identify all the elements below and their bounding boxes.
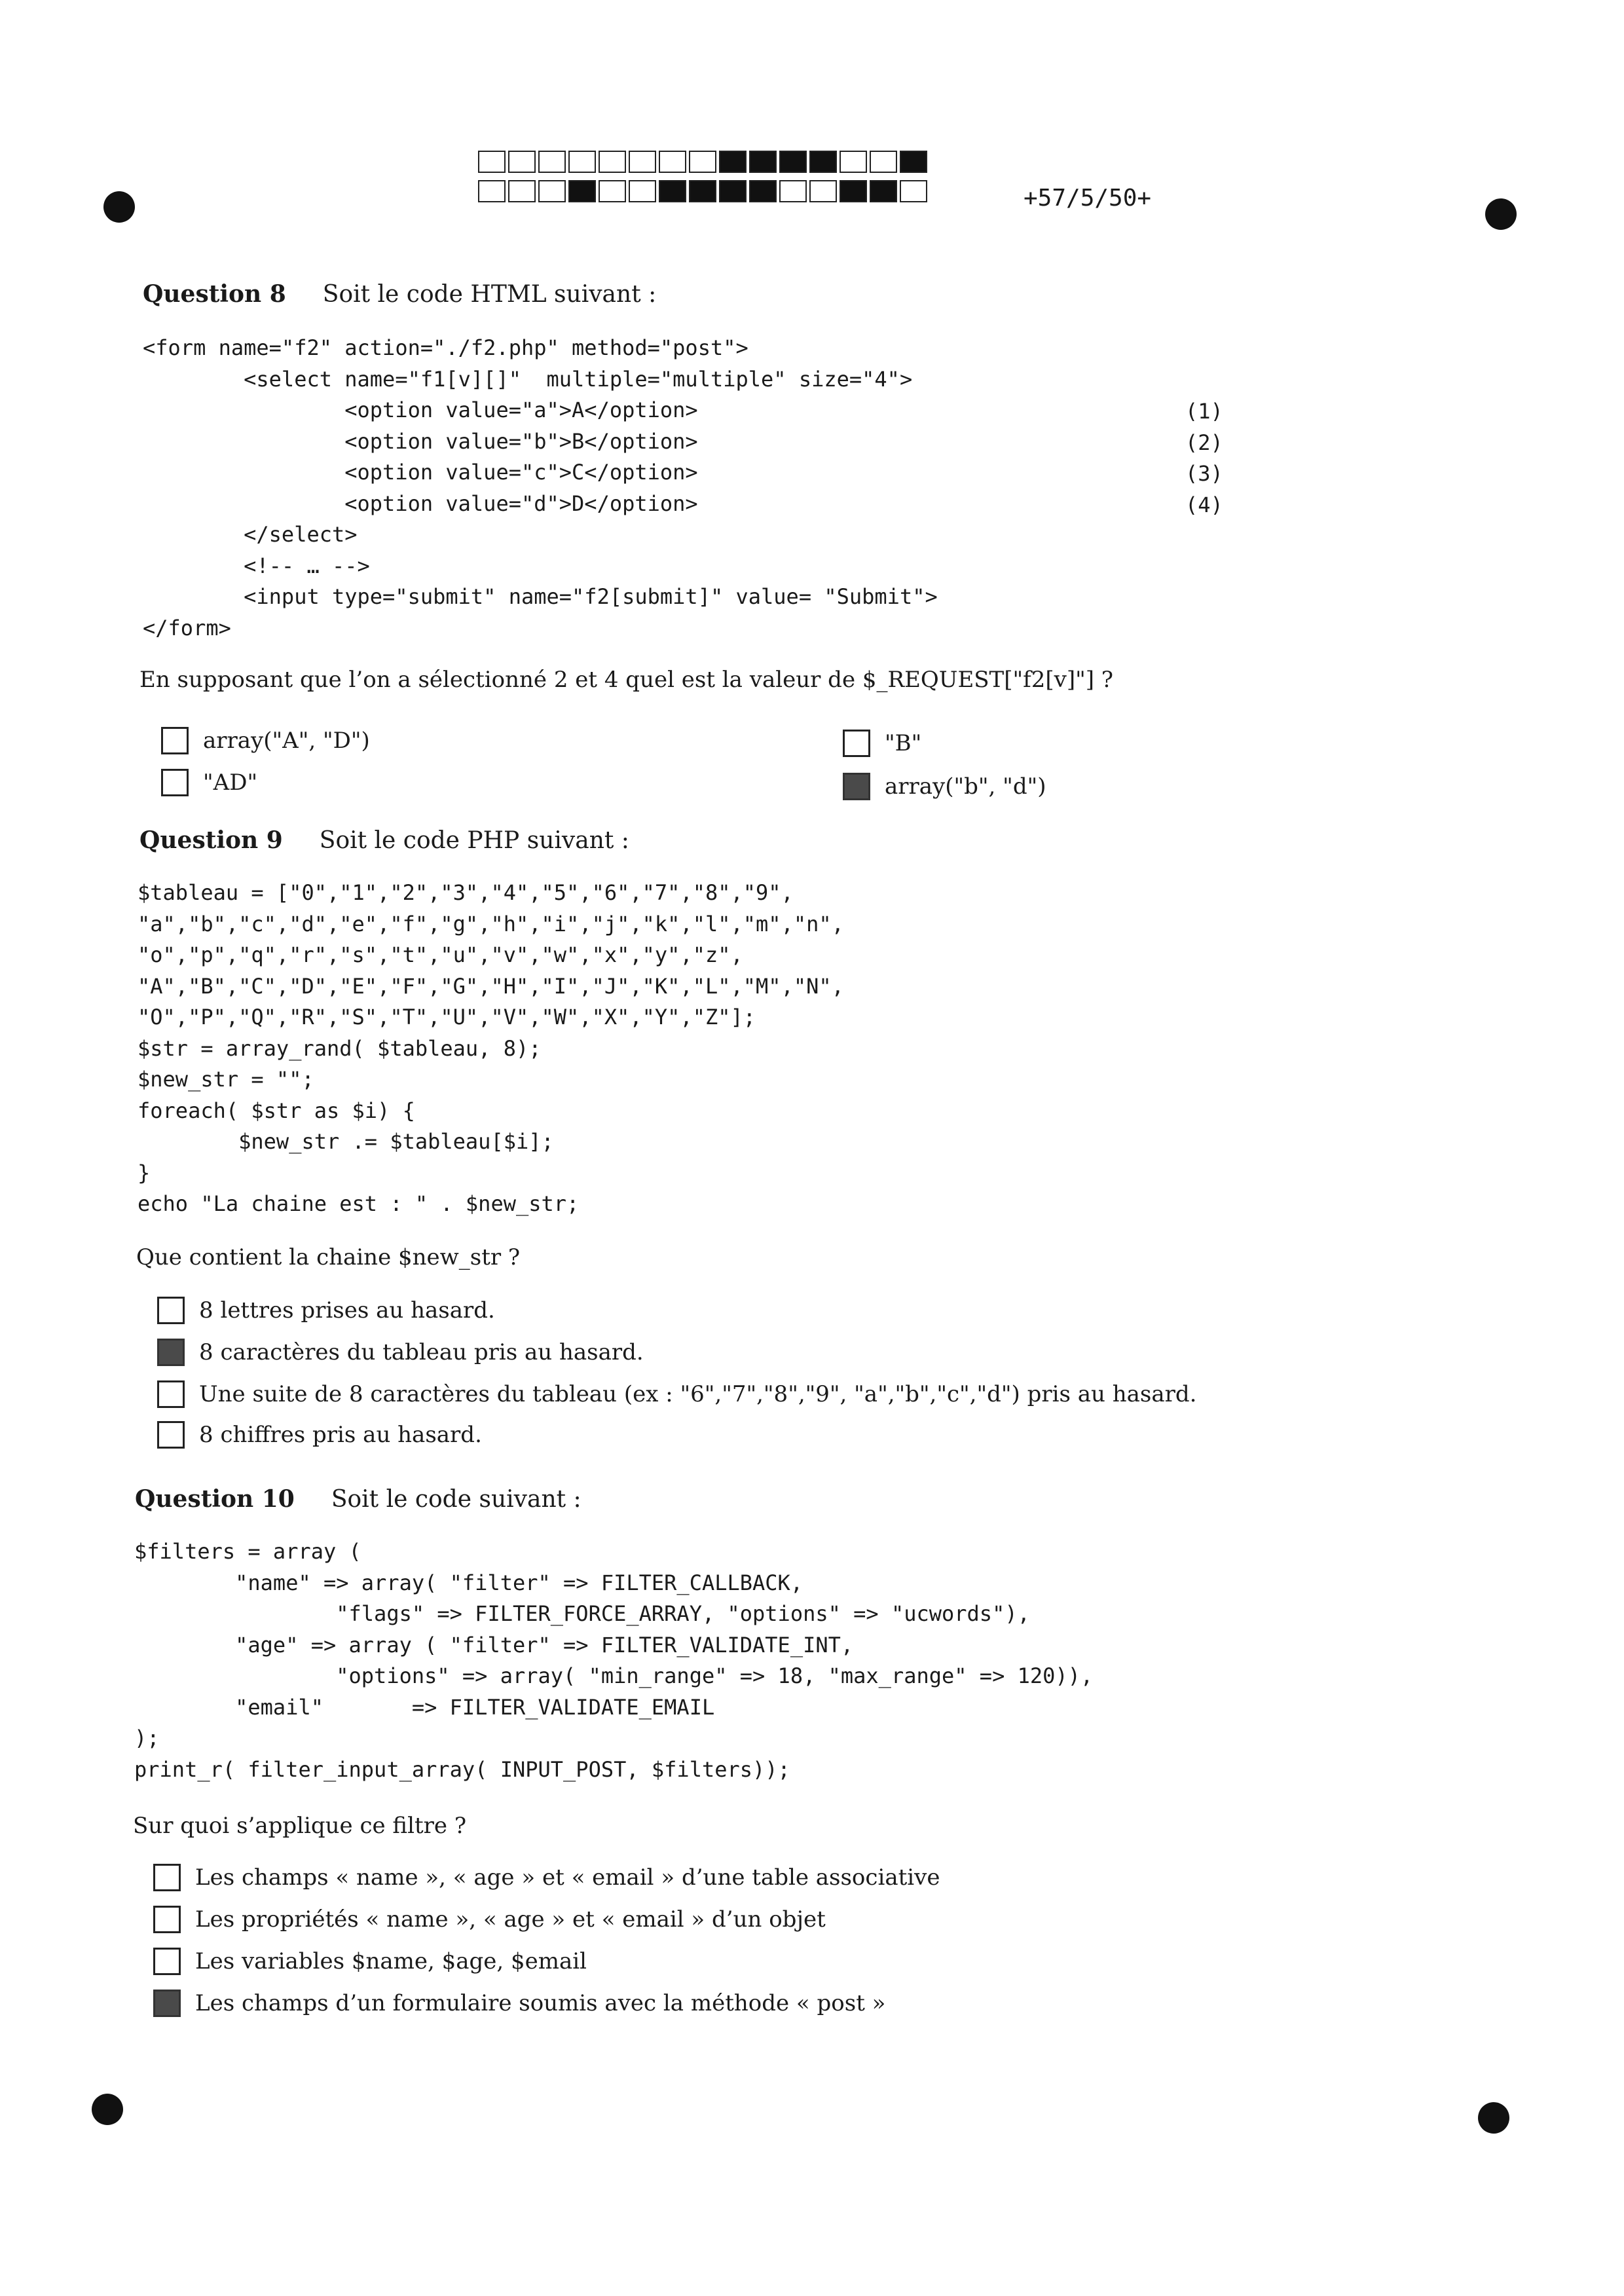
barcode-cell-filled: [900, 151, 927, 173]
barcode-row-1: [478, 151, 930, 173]
option-label: Une suite de 8 caractères du tableau (ex : "6","7","8","9", "a","b","c","d") pris au hasard.: [199, 1381, 1197, 1407]
question-8-title: Soit le code HTML suivant :: [322, 281, 657, 308]
question-9-option-1[interactable]: [157, 1297, 495, 1324]
question-8-option-2[interactable]: [843, 730, 921, 757]
barcode-cell-empty: [629, 151, 656, 173]
barcode-cell-filled: [659, 180, 686, 202]
answer-checkbox[interactable]: [843, 730, 870, 757]
answer-checkbox-checked[interactable]: [843, 773, 870, 800]
answer-checkbox[interactable]: [157, 1297, 185, 1324]
barcode-cell-empty: [568, 151, 596, 173]
question-8-option-1[interactable]: [161, 727, 370, 754]
registration-dot-top-right: [1485, 198, 1517, 230]
question-10-title: Soit le code suivant :: [331, 1486, 581, 1513]
question-10-option-4[interactable]: [153, 1990, 885, 2017]
answer-checkbox[interactable]: [157, 1380, 185, 1408]
answer-checkbox[interactable]: [157, 1421, 185, 1449]
question-10-code: $filters = array ( "name" => array( "filter" => FILTER_CALLBACK, "flags" => FILTER_FORCE_ARRAY, "options" => "ucwords"), "age" => array ( "filter" => FILTER_VALIDATE_INT, "options" => array( "min_range" => 18, "max_range" => 120)), "email" => FILTER_VALIDATE_EMAIL ); print_r( filter_input_array( INPUT_POST, $filters));: [134, 1539, 1094, 1782]
barcode-cell-filled: [809, 151, 837, 173]
barcode-cell-empty: [508, 151, 536, 173]
question-8-option-4[interactable]: [843, 773, 1046, 800]
answer-checkbox[interactable]: [153, 1864, 181, 1891]
page-identifier: +57/5/50+: [1024, 185, 1152, 212]
question-8-code: <form name="f2" action="./f2.php" method="post"> <select name="f1[v][]" multiple="multiple" size="4"> <option value="a">A</option> <option value="b">B</option> <option value="c">C</option> <option value="d">D</option> </select> <!-- … --> <input type="submit" name="f2[submit]" value= "Submit"> </form>: [143, 335, 938, 640]
answer-checkbox-checked[interactable]: [153, 1990, 181, 2017]
question-8-option-3[interactable]: [161, 769, 257, 796]
option-label: 8 caractères du tableau pris au hasard.: [199, 1339, 644, 1365]
option-label: array("A", "D"): [203, 728, 370, 754]
question-10-option-1[interactable]: [153, 1864, 940, 1891]
barcode-cell-empty: [599, 151, 626, 173]
option-label: 8 lettres prises au hasard.: [199, 1297, 495, 1324]
question-9-option-3[interactable]: [157, 1380, 1196, 1408]
registration-dot-bottom-right: [1478, 2102, 1509, 2134]
barcode-cell-empty: [689, 151, 716, 173]
barcode-cell-empty: [538, 180, 566, 202]
question-9-prompt: Que contient la chaine $new_str ?: [136, 1244, 521, 1270]
barcode-cell-empty: [629, 180, 656, 202]
option-label: array("b", "d"): [885, 773, 1046, 800]
option-label: Les champs d’un formulaire soumis avec la méthode « post »: [195, 1990, 886, 2016]
barcode-cell-filled: [689, 180, 716, 202]
barcode-cell-empty: [478, 151, 506, 173]
question-8-line-numbers: (1) (2) (3) (4): [1185, 399, 1223, 517]
barcode-cell-filled: [870, 180, 897, 202]
question-8-prompt: En supposant que l’on a sélectionné 2 et 4 quel est la valeur de $_REQUEST["f2[v]"] ?: [139, 667, 1114, 693]
barcode-cell-empty: [870, 151, 897, 173]
option-label: Les champs « name », « age » et « email » d’une table associative: [195, 1864, 940, 1891]
question-10-option-2[interactable]: [153, 1906, 826, 1933]
barcode-cell-filled: [840, 180, 867, 202]
barcode-cell-empty: [779, 180, 807, 202]
question-10-label: Question 10: [135, 1485, 295, 1513]
barcode-cell-empty: [840, 151, 867, 173]
barcode-cell-empty: [508, 180, 536, 202]
option-label: "AD": [203, 769, 258, 796]
barcode-cell-empty: [900, 180, 927, 202]
question-9-code: $tableau = ["0","1","2","3","4","5","6","7","8","9", "a","b","c","d","e","f","g","h","i","j","k","l","m","n", "o","p","q","r","s","t","u","v","w","x","y","z", "A","B","C","D","E","F","G","H","I","J","K","L","M","N", "O","P","Q","R","S","T","U","V","W","X","Y","Z"]; $str = array_rand( $tableau, 8); $new_str = ""; foreach( $str as $i) { $new_str .= $tableau[$i]; } echo "La chaine est : " . $new_str;: [138, 880, 844, 1216]
barcode-cell-filled: [719, 180, 747, 202]
question-9-option-2[interactable]: [157, 1339, 644, 1366]
question-10-option-3[interactable]: [153, 1948, 587, 1975]
question-9-label: Question 9: [139, 826, 283, 854]
question-9-title: Soit le code PHP suivant :: [319, 827, 629, 854]
barcode-cell-filled: [719, 151, 747, 173]
barcode-cell-empty: [538, 151, 566, 173]
question-9-option-4[interactable]: [157, 1421, 482, 1449]
barcode-cell-filled: [749, 180, 777, 202]
answer-checkbox[interactable]: [153, 1906, 181, 1933]
question-9-heading: [139, 826, 629, 854]
option-label: "B": [885, 730, 922, 756]
barcode-cell-filled: [779, 151, 807, 173]
answer-checkbox[interactable]: [161, 769, 189, 796]
barcode-cell-empty: [599, 180, 626, 202]
option-label: Les propriétés « name », « age » et « email » d’un objet: [195, 1906, 826, 1933]
answer-checkbox[interactable]: [153, 1948, 181, 1975]
question-10-heading: [135, 1485, 581, 1513]
barcode-row-2: [478, 180, 930, 202]
barcode-cell-empty: [659, 151, 686, 173]
registration-dot-top-left: [103, 191, 135, 223]
option-label: 8 chiffres pris au hasard.: [199, 1422, 482, 1448]
barcode-cell-empty: [809, 180, 837, 202]
option-label: Les variables $name, $age, $email: [195, 1948, 587, 1974]
answer-checkbox[interactable]: [161, 727, 189, 754]
registration-dot-bottom-left: [92, 2094, 123, 2125]
question-8-label: Question 8: [143, 280, 286, 308]
barcode-cell-filled: [568, 180, 596, 202]
barcode-cell-empty: [478, 180, 506, 202]
answer-checkbox-checked[interactable]: [157, 1339, 185, 1366]
question-10-prompt: Sur quoi s’applique ce filtre ?: [133, 1813, 467, 1839]
question-8-heading: [143, 280, 656, 308]
barcode-cell-filled: [749, 151, 777, 173]
